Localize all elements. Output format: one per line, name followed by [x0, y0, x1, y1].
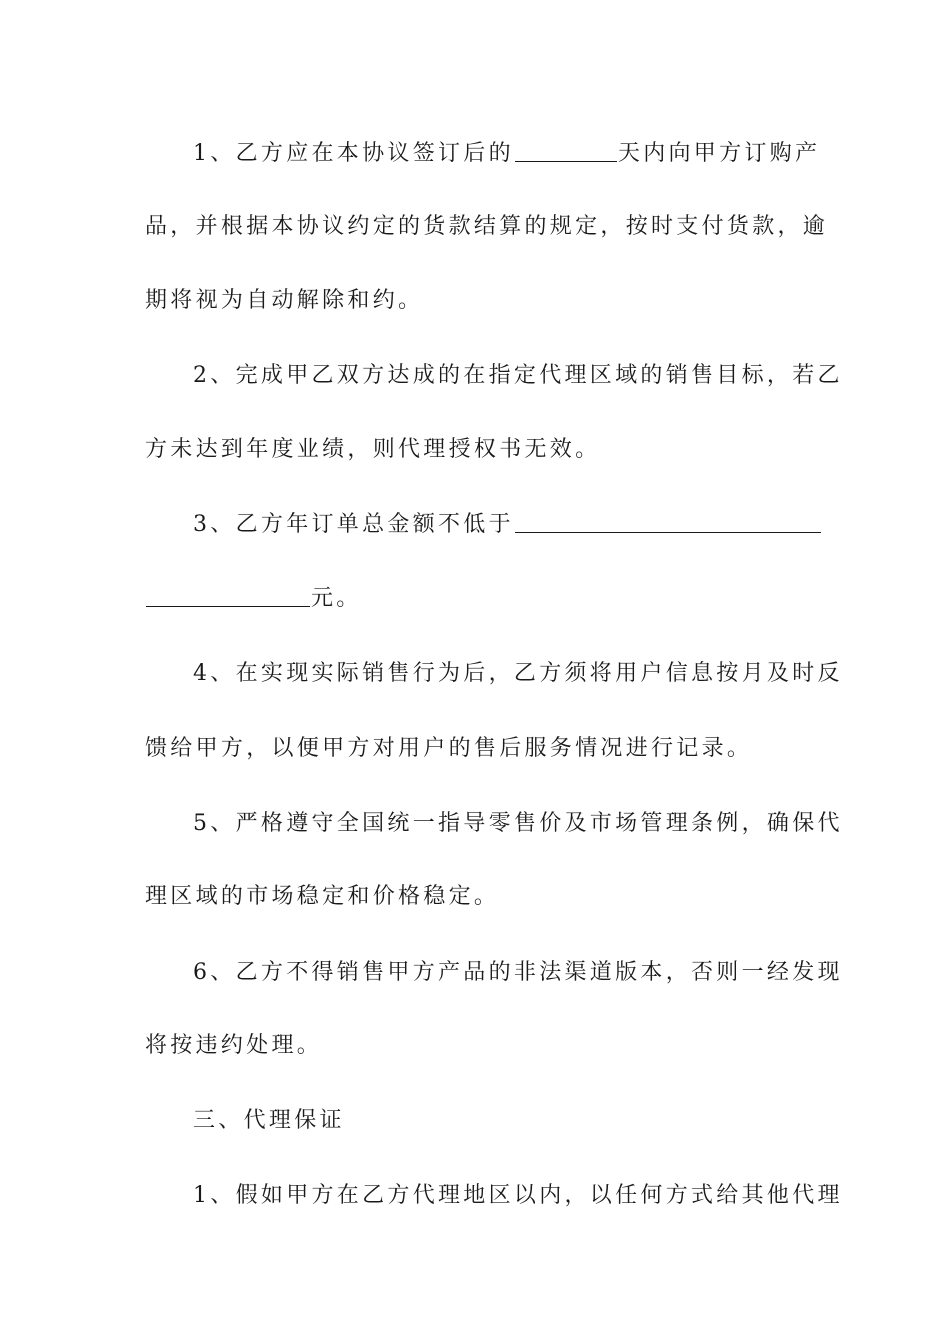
- paragraph-1-text-a: 1、乙方应在本协议签订后的: [193, 141, 514, 166]
- paragraph-3-text: 3、乙方年订单总金额不低于: [193, 512, 514, 537]
- paragraph-1-line-3: 期将视为自动解除和约。: [145, 288, 424, 313]
- paragraph-4-line-1: 4、在实现实际销售行为后，乙方须将用户信息按月及时反: [193, 661, 843, 686]
- paragraph-2-line-1: 2、完成甲乙双方达成的在指定代理区域的销售目标，若乙: [193, 363, 843, 388]
- paragraph-4-line-2: 馈给甲方，以便甲方对用户的售后服务情况进行记录。: [145, 736, 753, 761]
- days-blank: [515, 135, 617, 162]
- amount-blank-2: [146, 580, 310, 607]
- paragraph-6-line-1: 6、乙方不得销售甲方产品的非法渠道版本，否则一经发现: [193, 960, 843, 985]
- paragraph-3-line-1: [193, 505, 807, 545]
- paragraph-1-line-1: [193, 134, 821, 174]
- section-3-paragraph-1-line-1: 1、假如甲方在乙方代理地区以内，以任何方式给其他代理: [193, 1183, 843, 1208]
- paragraph-3-suffix: 元。: [311, 586, 362, 611]
- paragraph-2-line-2: 方未达到年度业绩，则代理授权书无效。: [145, 437, 601, 462]
- section-3-heading: 三、代理保证: [193, 1108, 345, 1133]
- paragraph-3-line-2: [145, 579, 807, 619]
- paragraph-1-line-2: 品，并根据本协议约定的货款结算的规定，按时支付货款，逾: [145, 214, 829, 239]
- amount-blank-1: [515, 506, 821, 533]
- paragraph-6-line-2: 将按违约处理。: [145, 1033, 323, 1058]
- paragraph-1-text-b: 天内向甲方订购产: [617, 141, 821, 166]
- paragraph-5-line-1: 5、严格遵守全国统一指导零售价及市场管理条例，确保代: [193, 811, 843, 836]
- paragraph-5-line-2: 理区域的市场稳定和价格稳定。: [145, 884, 500, 909]
